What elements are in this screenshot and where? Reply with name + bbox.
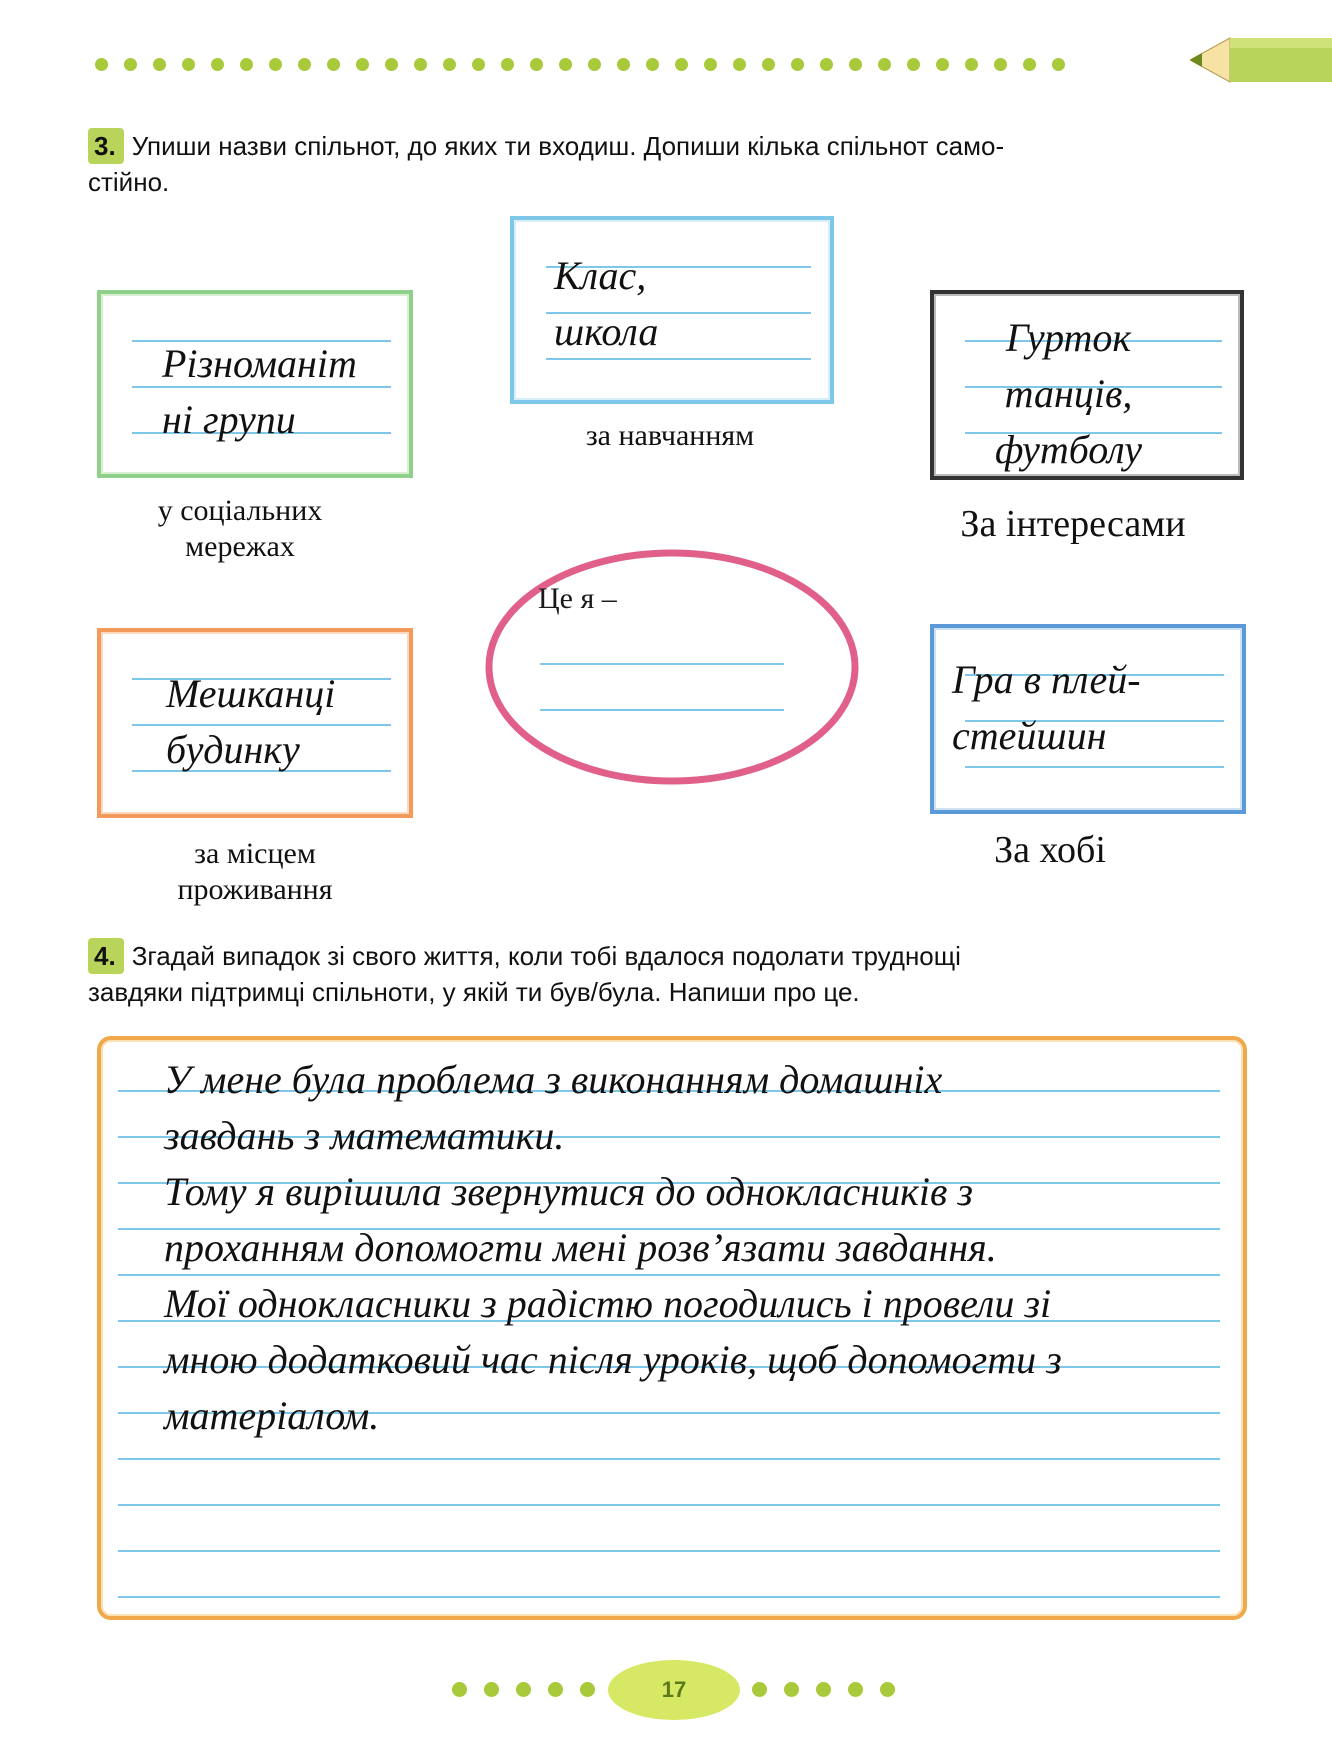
writing-line [118, 1504, 1220, 1506]
task-text: Згадай випадок зі свого життя, коли тобі вдалося подолати труднощі [131, 941, 961, 971]
task-text-cont: стійно. [88, 167, 170, 197]
box-caption: за навчанням [585, 419, 755, 452]
writing-line [118, 1458, 1220, 1460]
handwritten-answer: Мешканці будинку [166, 671, 336, 772]
task-number: 4. [88, 938, 124, 974]
bottom-dots-right [752, 1682, 912, 1697]
handwritten-story: У мене була проблема з виконанням домашніх завдань з математики. Тому я вирішила звернутися до однокласників з проханням допомогти мені розв’язати завдання. Мої однокласники з радістю погодились і провели зі мною додатковий час після уроків, щоб допомогти з матеріалом. [164, 1057, 1062, 1438]
top-dot-rule [95, 58, 1081, 71]
handwritten-answer: Гурток танців, футболу [995, 315, 1142, 472]
handwritten-answer: Гра в плей- стейшин [952, 657, 1141, 758]
box-caption: у соціальних мережах [157, 494, 323, 563]
task-text-cont: завдяки підтримці спільноти, у якій ти був/була. Напиши про це. [88, 977, 860, 1007]
page-number: 17 [608, 1660, 740, 1720]
task-4-instruction [88, 938, 1258, 1010]
task-text: Упиши назви спільнот, до яких ти входиш. Допиши кілька спільнот само- [131, 131, 1005, 161]
box-caption: за місцем проживання [177, 837, 333, 906]
bottom-dots-left [452, 1682, 612, 1697]
box-caption: За хобі [994, 829, 1106, 871]
writing-line [118, 1550, 1220, 1552]
handwritten-answer: Клас, школа [554, 253, 659, 354]
box-caption: За інтересами [960, 503, 1186, 545]
pencil-icon [1190, 30, 1332, 90]
task-3-instruction [88, 128, 1258, 200]
writing-line [118, 1596, 1220, 1598]
center-label: Це я – [538, 582, 617, 615]
handwritten-answer: Різноманіт ні групи [162, 341, 357, 442]
task-number: 3. [88, 128, 124, 164]
